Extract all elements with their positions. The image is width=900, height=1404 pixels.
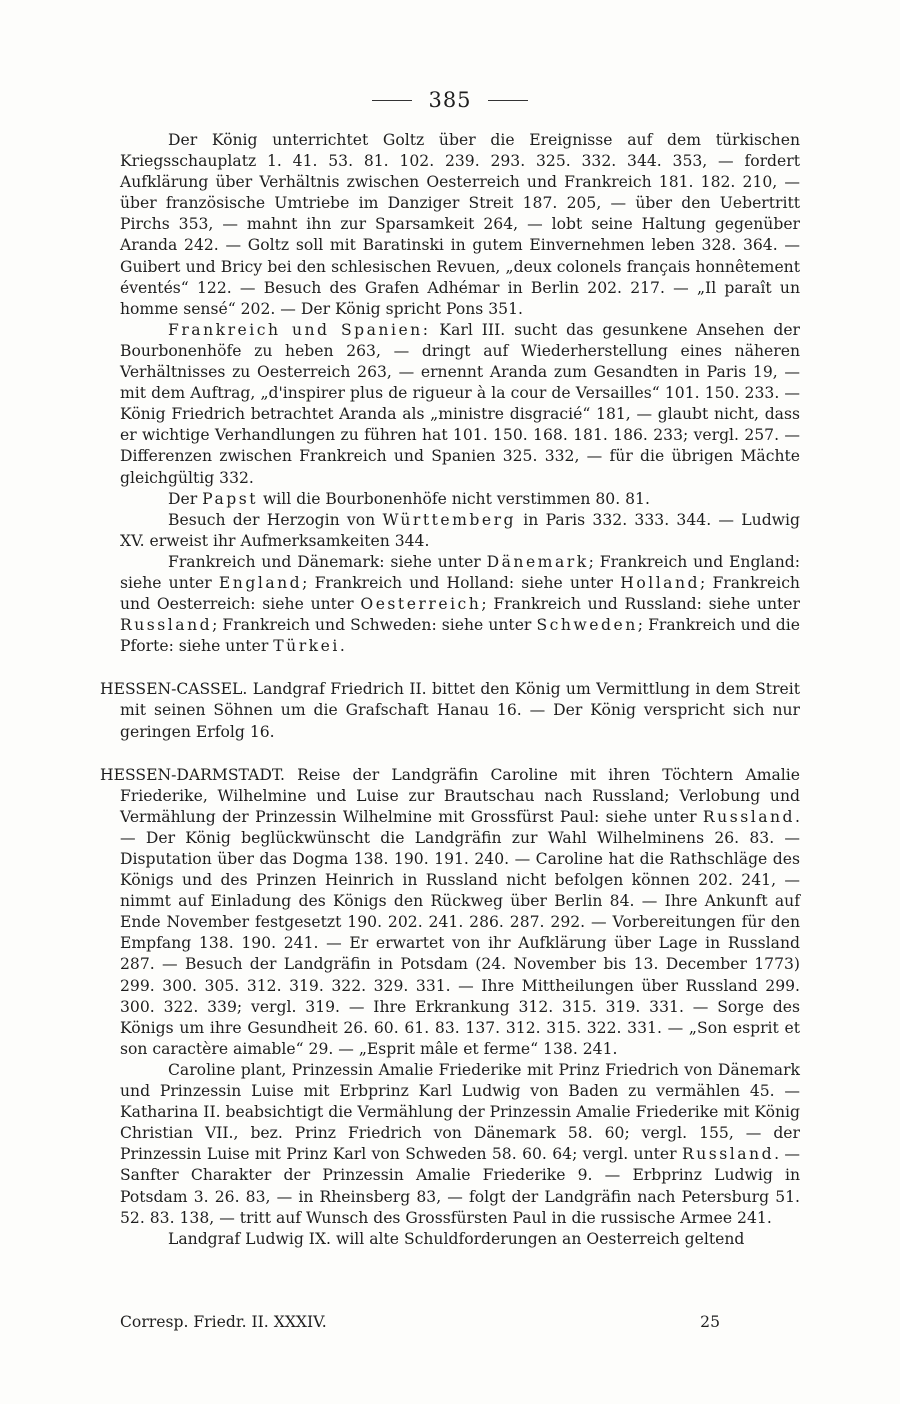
- text-part: Caroline plant, Prinzessin Amalie Friederike mit Prinz Friedrich von Dänemark und Prinzessin Luise mit Erbprinz Karl Ludwig von Baden zu vermählen 45. — Katharina II. beabsichtigt die Vermählung der Prinzessin Amalie Friederike mit König Christian VII., bez. Prinz Friedrich von Dänemark 58. 60; vergl. 155, — der Prinzessin Luise mit Prinz Karl von Schweden 58. 60. 64; vergl. unter: [120, 1060, 800, 1164]
- entry-hessen-cassel: [100, 679, 800, 742]
- entry-text: Landgraf Friedrich II. bittet den König um Vermittlung in dem Streit mit seinen Söhnen um die Grafschaft Hanau 16. — Der König verspricht sich nur geringen Erfolg 16.: [120, 680, 800, 741]
- paragraph-text: Karl III. sucht das gesunkene Ansehen der Bourbonenhöfe zu heben 263, — dringt auf Wiederherstellung eines näheren Verhältnisses zu Oesterreich 263, — ernennt Aranda zum Gesandten in Paris 19, — mit dem Auftrag, „d'inspirer plus de rigueur à la cour de Versailles“ 101. 150. 233. — König Friedrich betrachtet Aranda als „ministre disgracié“ 181, — glaubt nicht, dass er wichtige Verhandlungen zu führen hat 101. 150. 168. 181. 186. 233; vergl. 257. — Differenzen zwischen Frankreich und Spanien 325. 332, — für die übrigen Mächte gleichgültig 332.: [120, 320, 801, 487]
- keyword-papst: Papst: [202, 489, 258, 508]
- entry-head-hessen-darmstadt: HESSEN-DARMSTADT.: [100, 765, 285, 784]
- entry-head-hessen-cassel: HESSEN-CASSEL.: [100, 680, 248, 699]
- paragraph-goltz: Der König unterrichtet Goltz über die Ereignisse auf dem türkischen Kriegsschauplatz 1. 41. 53. 81. 102. 239. 293. 325. 332. 344. 353, — fordert Aufklärung über Verhältnis zwischen Oesterreich und Frankreich 181. 182. 210, — über französische Umtriebe im Danziger Streit 187. 205, — über den Uebertritt Pirchs 353, — mahnt ihn zur Sparsamkeit 264, — lobt seine Haltung gegenüber Aranda 242. — Goltz soll mit Baratinski in gutem Einvernehmen leben 328. 364. — Guibert und Bricy bei den schlesischen Revuen, „deux colonels français honnêtement éventés“ 122. — Besuch des Grafen Adhémar in Berlin 202. 217. — „Il paraît un homme sensé“ 202. — Der König spricht Pons 351.: [120, 131, 800, 318]
- header-rule-left: [372, 100, 412, 101]
- ref-schweden: Schweden: [536, 616, 638, 635]
- ref-russland: Russland: [681, 1145, 775, 1164]
- paragraph-cross-references: [120, 552, 800, 657]
- section-title-frankreich-spanien: Frankreich und Spanien:: [168, 320, 431, 339]
- text-part: ; Frankreich und die Pforte: siehe unter: [120, 616, 800, 656]
- sheet-number: 25: [700, 1313, 720, 1331]
- ref-russland: Russland: [702, 807, 796, 826]
- text-part: in Paris 332. 333. 344. — Ludwig XV. erweist ihr Aufmerksamkeiten 344.: [120, 510, 801, 550]
- text-part: will die Bourbonenhöfe nicht verstimmen 80. 81.: [258, 489, 650, 508]
- paragraph-frankreich-spanien: [120, 320, 800, 489]
- paragraph-wuerttemberg: [120, 510, 800, 552]
- ref-tuerkei: Türkei: [273, 637, 340, 656]
- entry-hessen-darmstadt: [100, 765, 800, 1060]
- text-part: Besuch der Herzogin von: [168, 510, 383, 529]
- keyword-wuerttemberg: Württemberg: [382, 510, 517, 529]
- ref-holland: Holland: [620, 573, 701, 592]
- text-part: . — Sanfter Charakter der Prinzessin Amalie Friederike 9. — Erbprinz Ludwig in Potsdam 3. 26. 83, — in Rheinsberg 83, — folgt der Landgräfin nach Petersburg 51. 52. 83. 138, — tritt auf Wunsch des Grossfürsten Paul in die russische Armee 241.: [120, 1145, 800, 1227]
- page-footer: [120, 1313, 720, 1331]
- ref-oesterreich: Oesterreich: [360, 595, 482, 614]
- text-part: ; Frankreich und Russland: siehe unter: [481, 595, 800, 614]
- text-part: .: [339, 637, 345, 656]
- page-body: [100, 130, 801, 1250]
- signature-mark: Corresp. Friedr. II. XXXIV.: [120, 1313, 327, 1331]
- text-part: Frankreich und Dänemark: siehe unter: [168, 552, 487, 571]
- ref-russland: Russland: [120, 616, 213, 635]
- text-part: ; Frankreich und Oesterreich: siehe unter: [120, 573, 800, 614]
- page-number: 385: [428, 88, 472, 112]
- ref-england: England: [218, 573, 303, 592]
- entry-text: . — Der König beglückwünscht die Landgräfin zur Wahl Wilhelminens 26. 83. — Disputation über das Dogma 138. 190. 191. 240. — Caroline hat die Rathschläge des Königs und des Prinzen Heinrich in Russland nicht befolgen können 202. 241, — nimmt auf Einladung des Königs den Rückweg über Berlin 84. — Ihre Ankunft auf Ende November festgesetzt 190. 202. 241. 286. 287. 292. — Vorbereitungen für den Empfang 138. 190. 241. — Er erwartet von ihr Aufklärung über Lage in Russland 287. — Besuch der Landgräfin in Potsdam (24. November bis 13. December 1773) 299. 300. 305. 312. 319. 322. 329. 331. — Ihre Mittheilungen über Russland 299. 300. 322. 339; vergl. 319. — Ihre Erkrankung 312. 315. 319. 331. — Sorge des Königs um ihre Gesundheit 26. 60. 61. 83. 137. 312. 315. 322. 331. — „Son esprit et son caractère aimable“ 29. — „Esprit mâle et ferme“ 138. 241.: [120, 807, 800, 1058]
- ref-daenemark: Dänemark: [486, 552, 589, 571]
- text-part: Der: [168, 489, 203, 508]
- text-part: ; Frankreich und Holland: siehe unter: [302, 573, 621, 592]
- page-header: [0, 88, 900, 112]
- text-part: ; Frankreich und Schweden: siehe unter: [212, 616, 537, 635]
- entry-text: Reise der Landgräfin Caroline mit ihren Töchtern Amalie Friederike, Wilhelmine und Luise zur Brautschau nach Russland; Verlobung und Vermählung der Prinzessin Wilhelmine mit Grossfürst Paul: siehe unter: [120, 765, 800, 826]
- text-part: ; Frankreich und England: siehe unter: [120, 552, 800, 592]
- paragraph-caroline: [120, 1060, 800, 1229]
- paragraph-ludwig-ix: Landgraf Ludwig IX. will alte Schuldforderungen an Oesterreich geltend: [168, 1229, 745, 1248]
- header-rule-right: [488, 100, 528, 101]
- paragraph-papst: [120, 489, 800, 510]
